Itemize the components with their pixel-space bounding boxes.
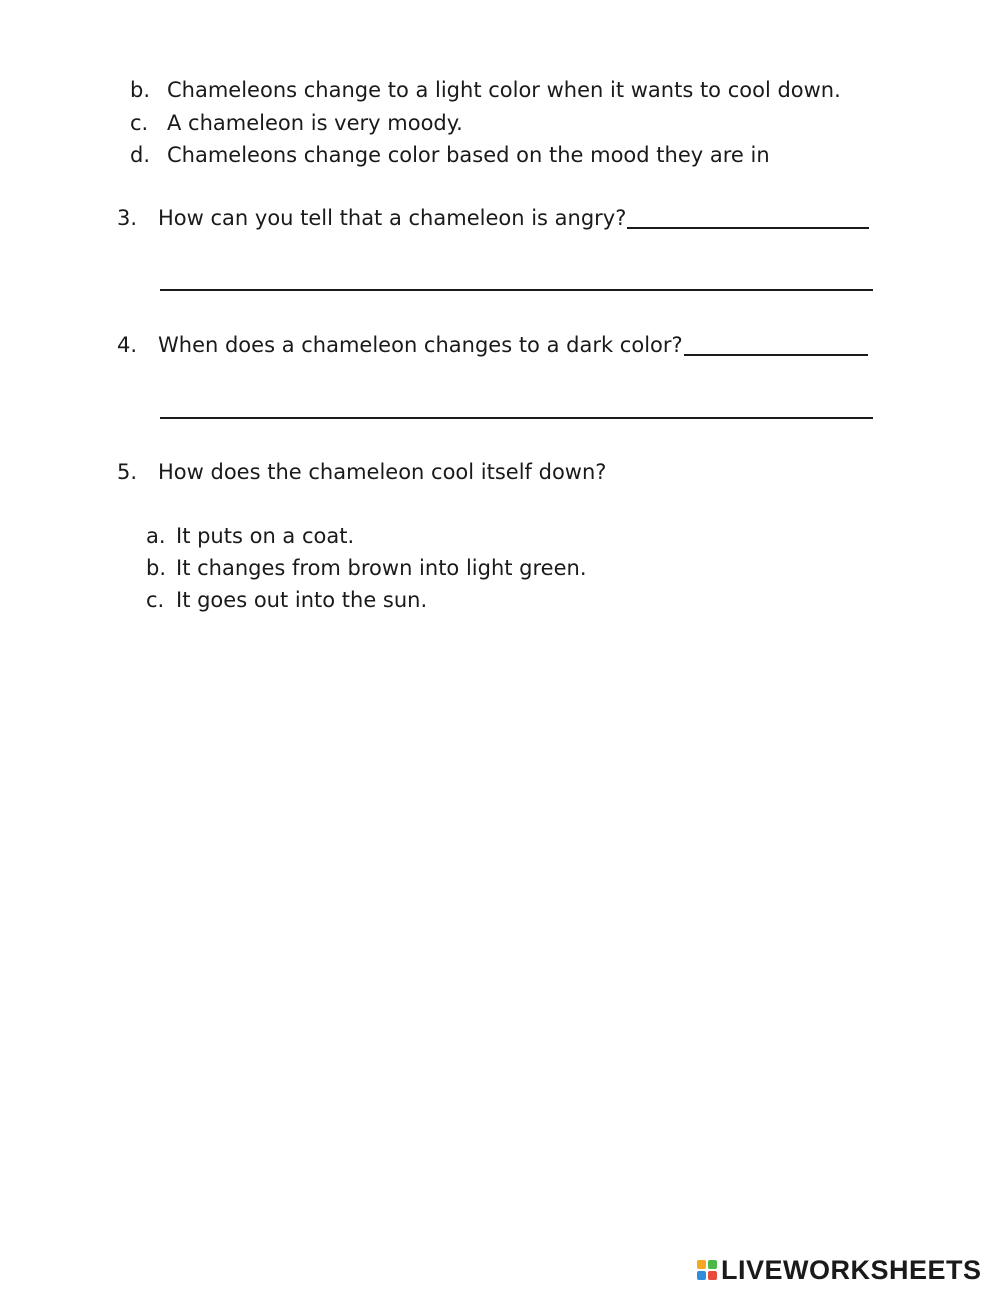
option-text: A chameleon is very moody.	[167, 111, 463, 135]
question-number: 4.	[117, 333, 138, 357]
option-marker: b.	[130, 78, 151, 102]
logo-mark-square	[708, 1260, 717, 1269]
option-text: It puts on a coat.	[176, 524, 355, 548]
option-text: Chameleons change to a light color when it wants to cool down.	[167, 78, 841, 102]
question-text: How does the chameleon cool itself down?	[158, 460, 607, 484]
logo-mark-square	[708, 1271, 717, 1280]
logo-mark-icon	[697, 1260, 717, 1280]
option-marker: a.	[146, 524, 166, 548]
option-marker: b.	[146, 556, 167, 580]
option-marker: c.	[130, 111, 149, 135]
question-number: 5.	[117, 460, 138, 484]
option-text: It changes from brown into light green.	[176, 556, 587, 580]
question-number: 3.	[117, 206, 138, 230]
q3-answer-blank-2[interactable]	[160, 289, 873, 291]
q4-answer-blank-1[interactable]	[684, 354, 868, 356]
logo-mark-square	[697, 1260, 706, 1269]
option-text: Chameleons change color based on the mood they are in	[167, 143, 770, 167]
logo-text: LIVEWORKSHEETS	[721, 1254, 982, 1285]
q4-answer-blank-2[interactable]	[160, 417, 873, 419]
option-marker: d.	[130, 143, 151, 167]
q3-answer-blank-1[interactable]	[627, 227, 869, 229]
question-text: When does a chameleon changes to a dark color?	[158, 333, 683, 357]
question-text: How can you tell that a chameleon is angry?	[158, 206, 627, 230]
logo-mark-square	[697, 1271, 706, 1280]
option-marker: c.	[146, 588, 165, 612]
option-text: It goes out into the sun.	[176, 588, 428, 612]
liveworksheets-logo	[697, 1256, 982, 1284]
